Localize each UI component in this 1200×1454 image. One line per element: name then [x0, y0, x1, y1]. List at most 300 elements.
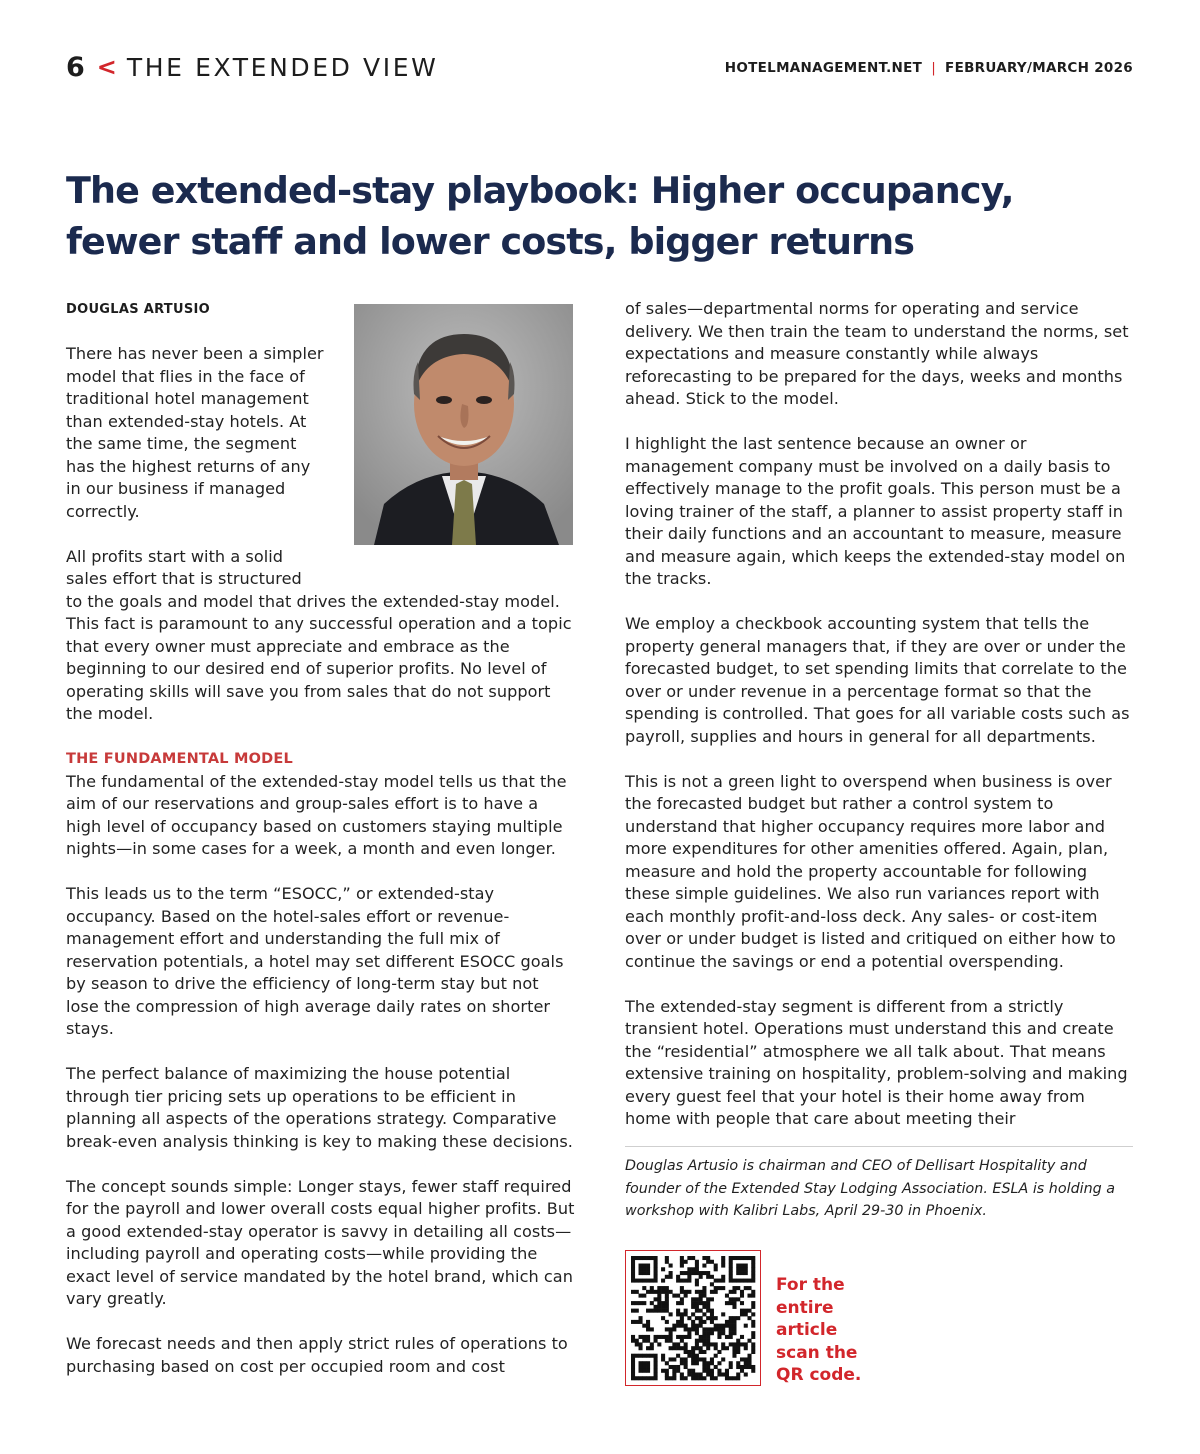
qr-module — [687, 1271, 691, 1275]
qr-module — [687, 1372, 691, 1376]
qr-module — [684, 1309, 688, 1313]
qr-module — [695, 1357, 699, 1361]
qr-module — [665, 1305, 669, 1309]
qr-module — [729, 1290, 733, 1294]
qr-module — [691, 1350, 695, 1354]
qr-module — [654, 1376, 658, 1380]
qr-module — [710, 1369, 714, 1373]
qr-module — [710, 1297, 714, 1301]
qr-module — [631, 1267, 635, 1271]
qr-module — [706, 1327, 710, 1331]
qr-module — [699, 1376, 703, 1380]
qr-module — [680, 1339, 684, 1343]
qr-module — [654, 1297, 658, 1301]
qr-module — [706, 1256, 710, 1260]
qr-module — [665, 1369, 669, 1373]
qr-module — [717, 1372, 721, 1376]
qr-module — [642, 1301, 646, 1305]
qr-module — [714, 1316, 718, 1320]
qr-module — [654, 1264, 658, 1268]
publication-info — [725, 60, 1133, 76]
qr-module — [669, 1327, 673, 1331]
qr-module — [646, 1320, 650, 1324]
qr-module — [646, 1327, 650, 1331]
qr-module — [702, 1290, 706, 1294]
qr-module — [710, 1275, 714, 1279]
title-line-2: fewer staff and lower costs, bigger returns — [66, 220, 915, 263]
qr-module — [751, 1342, 755, 1346]
qr-module — [751, 1350, 755, 1354]
qr-module — [642, 1256, 646, 1260]
qr-module — [631, 1256, 635, 1260]
qr-module — [680, 1301, 684, 1305]
qr-module — [672, 1369, 676, 1373]
qr-module — [699, 1320, 703, 1324]
qr-module — [669, 1339, 673, 1343]
paragraph: We employ a checkbook accounting system that tells the property general managers that, if they are over or under the forecasted budget, to set spending limits that correlate to the over or under revenue in a percentage format so that the spending is controlled. That goes for all variable costs such as payroll, supplies and hours in general for all departments. — [625, 614, 1130, 746]
qr-module — [732, 1324, 736, 1328]
qr-module — [680, 1290, 684, 1294]
qr-module — [695, 1342, 699, 1346]
qr-module — [744, 1264, 748, 1268]
header-separator: | — [931, 60, 937, 76]
qr-module — [654, 1354, 658, 1358]
qr-module — [732, 1331, 736, 1335]
qr-module — [654, 1372, 658, 1376]
qr-module — [665, 1256, 669, 1260]
qr-module — [751, 1369, 755, 1373]
qr-module — [736, 1346, 740, 1350]
title-line-1: The extended-stay playbook: Higher occupancy, — [66, 169, 1014, 212]
qr-module — [631, 1264, 635, 1268]
qr-module — [687, 1354, 691, 1358]
qr-module — [661, 1316, 665, 1320]
paragraph: The extended-stay segment is different from a strictly transient hotel. Operations must understand this and create the “residential” atmosphere we all talk about. That means extensive training on hospitality, problem-solving and making every guest feel that your hotel is their home away from home with people that care about meeting their — [625, 996, 1128, 1128]
qr-module — [706, 1316, 710, 1320]
qr-module — [729, 1264, 733, 1268]
qr-module — [642, 1286, 646, 1290]
qr-module — [695, 1376, 699, 1380]
qr-module — [687, 1350, 691, 1354]
qr-module — [680, 1316, 684, 1320]
paragraph: There has never been a simpler model that flies in the face of traditional hotel management than extended-stay hotels. At the same time, the segment has the highest returns of any in our business if managed correctly. — [66, 344, 324, 521]
qr-module — [702, 1335, 706, 1339]
qr-module — [642, 1279, 646, 1283]
qr-module — [680, 1346, 684, 1350]
qr-module — [702, 1369, 706, 1373]
qr-module — [714, 1264, 718, 1268]
qr-module — [684, 1327, 688, 1331]
qr-module — [639, 1264, 643, 1268]
qr-module — [699, 1309, 703, 1313]
qr-module — [706, 1331, 710, 1335]
qr-module — [691, 1271, 695, 1275]
qr-module — [744, 1271, 748, 1275]
qr-module — [740, 1256, 744, 1260]
qr-module — [714, 1267, 718, 1271]
page-number: 6 — [66, 51, 85, 83]
qr-module — [740, 1342, 744, 1346]
qr-module — [654, 1361, 658, 1365]
qr-module — [744, 1346, 748, 1350]
qr-module — [684, 1279, 688, 1283]
qr-module — [736, 1256, 740, 1260]
qr-module — [654, 1260, 658, 1264]
qr-module — [710, 1309, 714, 1313]
qr-module — [680, 1324, 684, 1328]
qr-module — [695, 1301, 699, 1305]
paragraph: The fundamental of the extended-stay model tells us that the aim of our reservations and group-sales effort is to have a high level of occupancy based on customers staying multiple nights—in some cases for a week, a month and even longer. — [66, 771, 567, 858]
qr-module — [635, 1290, 639, 1294]
qr-module — [729, 1256, 733, 1260]
qr-module — [646, 1354, 650, 1358]
qr-module — [729, 1316, 733, 1320]
qr-module — [740, 1369, 744, 1373]
qr-module — [631, 1309, 635, 1313]
section-title: THE EXTENDED VIEW — [126, 52, 439, 82]
qr-module — [732, 1376, 736, 1380]
qr-module — [710, 1282, 714, 1286]
qr-module — [706, 1365, 710, 1369]
qr-module — [747, 1361, 751, 1365]
qr-module — [706, 1297, 710, 1301]
qr-module — [631, 1365, 635, 1369]
qr-module — [744, 1342, 748, 1346]
qr-module — [729, 1320, 733, 1324]
qr-module — [684, 1357, 688, 1361]
qr-module — [646, 1365, 650, 1369]
qr-module — [721, 1331, 725, 1335]
qr-module — [695, 1327, 699, 1331]
qr-module — [639, 1369, 643, 1373]
qr-module — [676, 1342, 680, 1346]
qr-module — [676, 1294, 680, 1298]
qr-module — [631, 1361, 635, 1365]
qr-module — [732, 1346, 736, 1350]
qr-module — [691, 1372, 695, 1376]
qr-module — [676, 1346, 680, 1350]
qr-module — [740, 1267, 744, 1271]
qr-module — [665, 1309, 669, 1313]
qr-module — [657, 1297, 661, 1301]
qr-module — [650, 1309, 654, 1313]
qr-module — [672, 1346, 676, 1350]
qr-module — [725, 1376, 729, 1380]
qr-module — [706, 1260, 710, 1264]
qr-module — [687, 1256, 691, 1260]
qr-module — [654, 1335, 658, 1339]
qr-module — [695, 1361, 699, 1365]
qr-module — [699, 1301, 703, 1305]
qr-module — [646, 1264, 650, 1268]
qr-module — [740, 1312, 744, 1316]
paragraph — [66, 546, 576, 726]
qr-module — [676, 1365, 680, 1369]
qr-module — [710, 1357, 714, 1361]
qr-module — [699, 1372, 703, 1376]
qr-module — [729, 1361, 733, 1365]
qr-module — [631, 1369, 635, 1373]
qr-module — [631, 1372, 635, 1376]
qr-module — [684, 1290, 688, 1294]
qr-module — [721, 1357, 725, 1361]
qr-module — [646, 1267, 650, 1271]
qr-module — [732, 1279, 736, 1283]
qr-code[interactable] — [625, 1250, 761, 1386]
qr-module — [661, 1357, 665, 1361]
qr-module — [706, 1271, 710, 1275]
qr-module — [732, 1350, 736, 1354]
qr-module — [695, 1324, 699, 1328]
qr-module — [751, 1312, 755, 1316]
paragraph: This is not a green light to overspend when business is over the forecasted budget but rather a control system to understand that higher occupancy requires more labor and more expenditures for other amenities offered. Again, plan, measure and hold the property accountable for following these simple guidelines. We also run variances report with each monthly profit-and-loss deck. Any sales- or cost-item over or under budget is listed and critiqued on either how to continue the savings or end a potential overspending. — [625, 771, 1116, 971]
qr-module — [744, 1365, 748, 1369]
qr-module — [665, 1339, 669, 1343]
qr-module — [639, 1342, 643, 1346]
right-column — [625, 298, 1135, 1153]
qr-module — [751, 1290, 755, 1294]
qr-module — [744, 1309, 748, 1313]
qr-module — [684, 1361, 688, 1365]
qr-module — [646, 1256, 650, 1260]
qr-module — [695, 1282, 699, 1286]
qr-module — [714, 1354, 718, 1358]
qr-module — [740, 1264, 744, 1268]
qr-module — [732, 1256, 736, 1260]
qr-module — [695, 1290, 699, 1294]
qr-module — [751, 1267, 755, 1271]
qr-module — [732, 1342, 736, 1346]
qr-module — [687, 1369, 691, 1373]
qr-module — [672, 1327, 676, 1331]
qr-module — [740, 1294, 744, 1298]
qr-module — [721, 1286, 725, 1290]
qr-module — [729, 1327, 733, 1331]
qr-module — [740, 1279, 744, 1283]
qr-call-to-action: For the entire article scan the QR code. — [776, 1275, 862, 1385]
qr-module — [706, 1342, 710, 1346]
qr-module — [736, 1264, 740, 1268]
qr-module — [654, 1369, 658, 1373]
qr-module — [747, 1309, 751, 1313]
qr-module — [702, 1357, 706, 1361]
qr-module — [639, 1320, 643, 1324]
qr-module — [725, 1335, 729, 1339]
byline: DOUGLAS ARTUSIO — [66, 302, 210, 317]
qr-module — [751, 1365, 755, 1369]
qr-module — [710, 1376, 714, 1380]
qr-module — [661, 1279, 665, 1283]
qr-module — [702, 1342, 706, 1346]
qr-module — [702, 1305, 706, 1309]
qr-module — [717, 1279, 721, 1283]
qr-module — [751, 1305, 755, 1309]
qr-module — [729, 1279, 733, 1283]
qr-module — [650, 1346, 654, 1350]
qr-module — [751, 1264, 755, 1268]
qr-module — [684, 1271, 688, 1275]
qr-module — [650, 1279, 654, 1283]
qr-module — [687, 1331, 691, 1335]
qr-module — [672, 1365, 676, 1369]
qr-module — [687, 1275, 691, 1279]
qr-module — [732, 1327, 736, 1331]
qr-module — [695, 1271, 699, 1275]
qr-module — [747, 1316, 751, 1320]
qr-module — [684, 1324, 688, 1328]
qr-module — [654, 1267, 658, 1271]
qr-module — [691, 1312, 695, 1316]
issue-date: FEBRUARY/MARCH 2026 — [945, 60, 1133, 76]
qr-module — [740, 1335, 744, 1339]
qr-module — [721, 1279, 725, 1283]
qr-module — [642, 1339, 646, 1343]
qr-module — [751, 1260, 755, 1264]
qr-module — [721, 1346, 725, 1350]
qr-module — [702, 1320, 706, 1324]
qr-module — [751, 1324, 755, 1328]
qr-module — [717, 1361, 721, 1365]
qr-module — [747, 1354, 751, 1358]
qr-module — [729, 1376, 733, 1380]
qr-module — [665, 1297, 669, 1301]
paragraph: The concept sounds simple: Longer stays, fewer staff required for the payroll and lower overall costs equal higher profits. But a good extended-stay operator is savvy in detailing all costs—including payroll and operating costs—while providing the exact level of service mandated by the hotel brand, which can vary greatly. — [66, 1176, 575, 1308]
qr-module — [717, 1286, 721, 1290]
qr-module — [657, 1335, 661, 1339]
qr-module — [684, 1376, 688, 1380]
qr-module — [729, 1267, 733, 1271]
qr-module — [732, 1301, 736, 1305]
qr-module — [736, 1279, 740, 1283]
qr-module — [691, 1369, 695, 1373]
page-header — [66, 50, 438, 84]
qr-module — [714, 1327, 718, 1331]
qr-module — [695, 1372, 699, 1376]
paragraph-wrapped-start: All profits start with a solid sales effort that is structured — [66, 546, 302, 588]
qr-module — [706, 1309, 710, 1313]
qr-module — [635, 1256, 639, 1260]
qr-module — [729, 1271, 733, 1275]
qr-module — [642, 1264, 646, 1268]
qr-module — [676, 1301, 680, 1305]
qr-module — [642, 1267, 646, 1271]
qr-module — [744, 1256, 748, 1260]
qr-module — [661, 1267, 665, 1271]
qr-module — [702, 1350, 706, 1354]
qr-module — [691, 1267, 695, 1271]
qr-module — [736, 1361, 740, 1365]
qr-module — [672, 1342, 676, 1346]
qr-module — [680, 1320, 684, 1324]
qr-module — [725, 1372, 729, 1376]
qr-module — [684, 1312, 688, 1316]
qr-module — [714, 1342, 718, 1346]
qr-module — [721, 1275, 725, 1279]
qr-module — [699, 1275, 703, 1279]
qr-module — [747, 1286, 751, 1290]
qr-module — [717, 1331, 721, 1335]
qr-module — [680, 1256, 684, 1260]
qr-module — [684, 1350, 688, 1354]
qr-module — [721, 1372, 725, 1376]
qr-module — [687, 1267, 691, 1271]
qr-module — [717, 1324, 721, 1328]
qr-module — [751, 1271, 755, 1275]
qr-module — [699, 1346, 703, 1350]
qr-module — [751, 1301, 755, 1305]
qr-module — [639, 1267, 643, 1271]
qr-module — [729, 1331, 733, 1335]
qr-module — [732, 1290, 736, 1294]
paragraph-continued: to the goals and model that drives the extended-stay model. This fact is paramount to any successful operation and a topic that every owner must appreciate and embrace as the beginning to our desired end of superior profits. No level of operating skills will save you from sales that do not support the model. — [66, 591, 572, 723]
qr-module — [642, 1354, 646, 1358]
qr-module — [717, 1335, 721, 1339]
qr-module — [695, 1279, 699, 1283]
qr-module — [635, 1301, 639, 1305]
qr-module — [646, 1376, 650, 1380]
qr-module — [729, 1275, 733, 1279]
qr-module — [717, 1350, 721, 1354]
qr-module — [661, 1305, 665, 1309]
qr-module — [680, 1271, 684, 1275]
qr-module — [642, 1271, 646, 1275]
qr-module — [714, 1290, 718, 1294]
qr-module — [747, 1365, 751, 1369]
qr-module — [672, 1357, 676, 1361]
qr-module — [661, 1301, 665, 1305]
qr-module — [631, 1260, 635, 1264]
qr-module — [650, 1256, 654, 1260]
qr-module — [639, 1279, 643, 1283]
qr-module — [669, 1357, 673, 1361]
qr-module — [654, 1365, 658, 1369]
qr-module — [744, 1312, 748, 1316]
qr-module — [691, 1324, 695, 1328]
qr-module — [691, 1327, 695, 1331]
qr-module — [687, 1290, 691, 1294]
qr-module — [736, 1372, 740, 1376]
qr-module — [699, 1335, 703, 1339]
qr-module — [736, 1376, 740, 1380]
qr-module — [672, 1294, 676, 1298]
qr-module — [729, 1260, 733, 1264]
qr-module — [732, 1297, 736, 1301]
qr-module — [676, 1354, 680, 1358]
qr-module — [654, 1271, 658, 1275]
qr-module — [635, 1354, 639, 1358]
qr-module — [646, 1361, 650, 1365]
author-bio: Douglas Artusio is chairman and CEO of Dellisart Hospitality and founder of the Extended Stay Lodging Association. ESLA is holding a workshop with Kalibri Labs, April 29-30 in Phoenix. — [625, 1158, 1116, 1219]
qr-module — [710, 1260, 714, 1264]
qr-module — [702, 1376, 706, 1380]
qr-module — [706, 1346, 710, 1350]
qr-module — [665, 1361, 669, 1365]
qr-module — [665, 1290, 669, 1294]
qr-module — [669, 1376, 673, 1380]
qr-module — [654, 1279, 658, 1283]
qr-module — [706, 1369, 710, 1373]
qr-module — [631, 1354, 635, 1358]
qr-module — [710, 1327, 714, 1331]
qr-module — [676, 1279, 680, 1283]
qr-module — [639, 1301, 643, 1305]
qr-module — [669, 1290, 673, 1294]
qr-module — [699, 1271, 703, 1275]
qr-module — [669, 1346, 673, 1350]
qr-module — [744, 1324, 748, 1328]
qr-module — [706, 1335, 710, 1339]
qr-module — [740, 1365, 744, 1369]
